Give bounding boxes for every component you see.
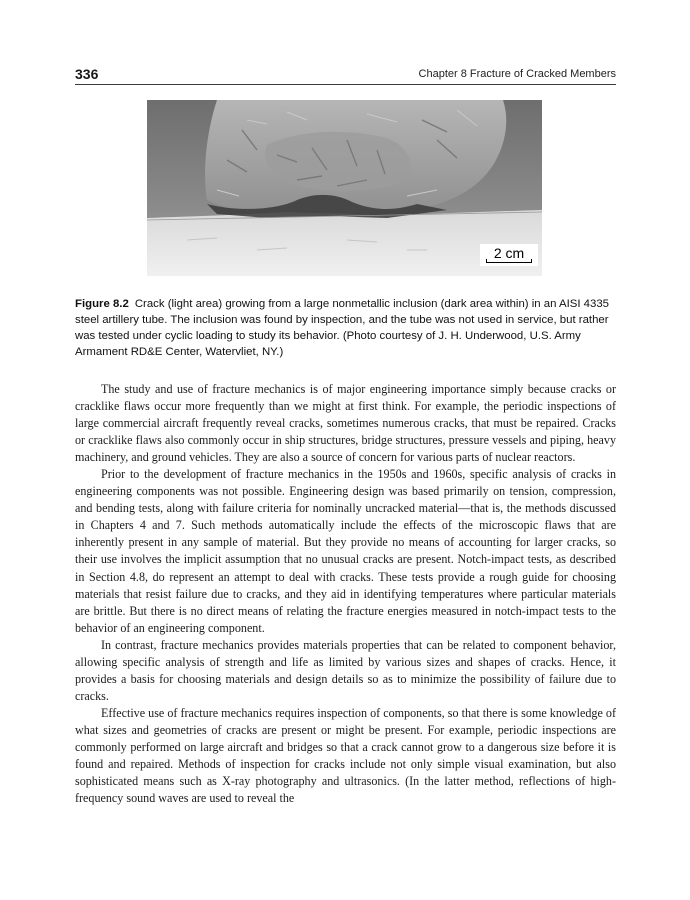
paragraph: The study and use of fracture mechanics is of major engineering importance simply because cracks or cracklike flaws occur more frequently than we might at first think. For example, the periodic inspections of large commercial aircraft frequently reveal cracks, sometimes numerous cracks, that must be repaired. Cracks or cracklike flaws also commonly occur in ship structures, bridge structures, pressure vessels and piping, heavy machinery, and ground vehicles. They are also a source of concern for various parts of nuclear reactors. <box>75 382 616 465</box>
paragraph: In contrast, fracture mechanics provides materials properties that can be related to component behavior, allowing specific analysis of strength and life as limited by various sizes and shapes of cracks. Hence, it provides a basis for choosing materials and design details so as to minimize the possibility of failure due to cracks. <box>75 637 616 703</box>
scale-bar-label: 2 cm <box>493 245 525 261</box>
figure-label: Figure 8.2 <box>75 298 129 310</box>
running-head: Chapter 8 Fracture of Cracked Members <box>418 68 616 80</box>
paragraph: Effective use of fracture mechanics requires inspection of components, so that there is some knowledge of what sizes and geometries of cracks are present or might be present. For example, periodic inspections are commonly performed on large aircraft and bridges so that a crack cannot grow to a dangerous size before it is found and repaired. Methods of inspection for cracks include not only simple visual examination, but also sophisticated means such as X-ray photography and ultrasonics. (In the latter method, reflections of high-frequency sound waves are used to reveal the <box>75 705 616 806</box>
running-header <box>75 66 616 85</box>
page-number: 336 <box>75 66 99 82</box>
body-text <box>75 381 616 807</box>
figure-caption-text: Crack (light area) growing from a large nonmetallic inclusion (dark area within) in an AISI 4335 steel artillery tube. The inclusion was found by inspection, and the tube was not used in service, but rather was tested under cyclic loading to study its behavior. (Photo courtesy of J. H. Underwood, U.S. Army Armament RD&E Center, Watervliet, NY.) <box>75 298 610 358</box>
paragraph: Prior to the development of fracture mechanics in the 1950s and 1960s, specific analysis of cracks in engineering components was not possible. Engineering design was based primarily on tension, compression, and bending tests, along with failure criteria for nominally uncracked material—that is, the methods discussed in Chapters 4 and 7. Such methods automatically include the effects of the microscopic flaws that are inherently present in any sample of material. But they provide no means of accounting for larger cracks, so their use involves the implicit assumption that no unusual cracks are present. Notch-impact tests, as described in Section 4.8, do represent an attempt to deal with cracks. These tests provide a rough guide for choosing materials that resist failure due to cracks, and they aid in identifying temperatures where particular materials are brittle. But there is no direct means of relating the fracture energies measured in notch-impact tests to the behavior of an engineering component. <box>75 467 616 635</box>
scale-bar-line <box>486 259 532 263</box>
figure-caption <box>75 296 616 360</box>
fracture-photograph <box>147 100 542 276</box>
scale-bar <box>480 244 538 266</box>
